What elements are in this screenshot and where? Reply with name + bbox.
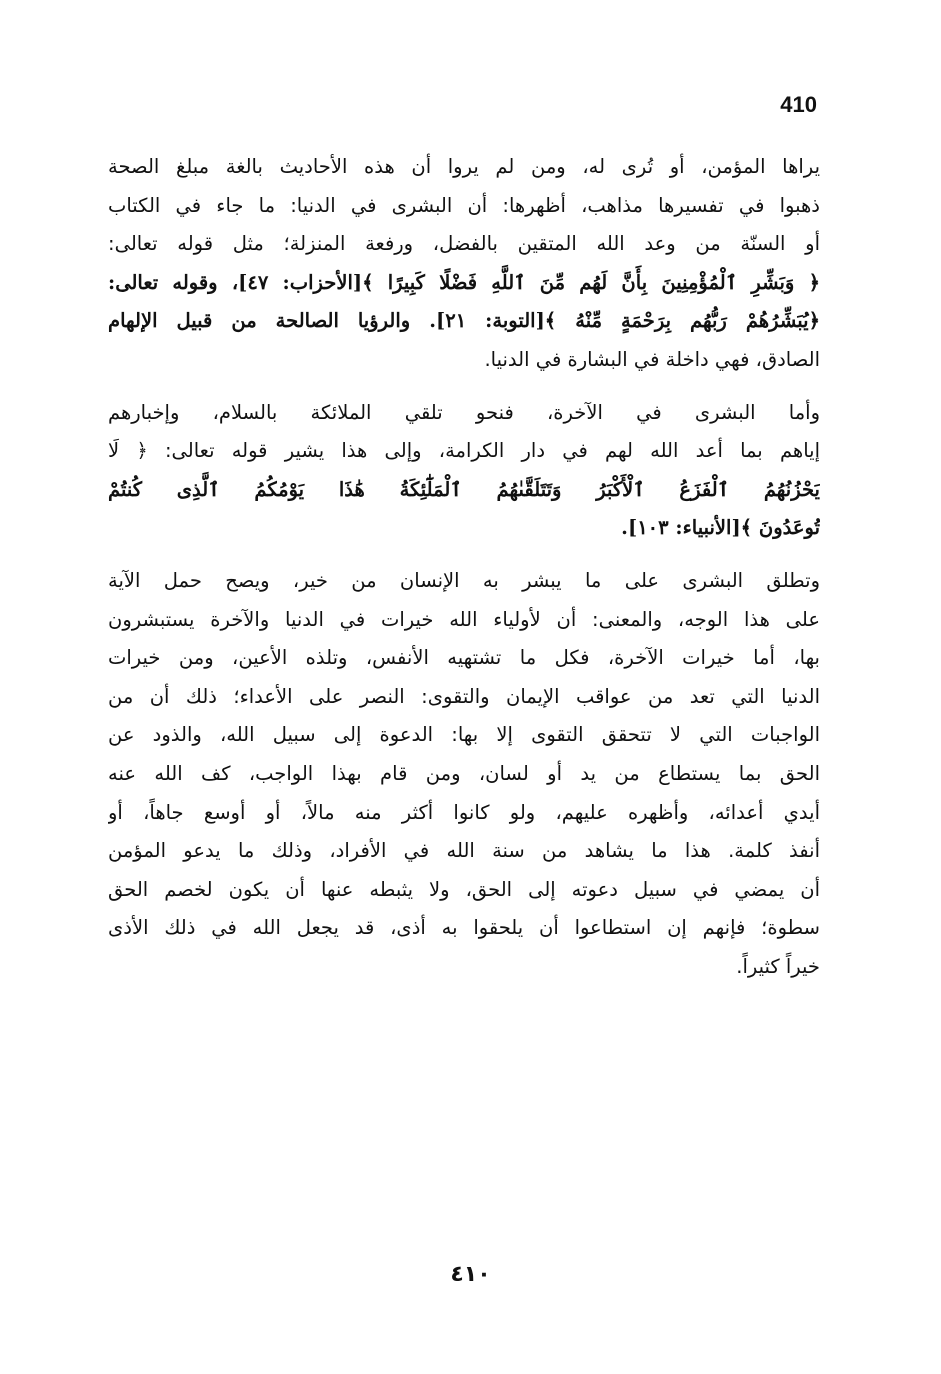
text-line: الصادق، فهي داخلة في البشارة في الدنيا.	[484, 347, 820, 371]
text-line: سطوة؛ فإنهم إن استطاعوا أن يلحقوا به أذى، قد يجعل الله في ذلك الأذى	[108, 916, 820, 940]
paragraph-1	[108, 148, 820, 380]
text-line: أنفذ كلمة. هذا ما يشاهد من سنة الله في الأفراد، وذلك ما يدعو المؤمن	[108, 839, 820, 863]
paragraph-2	[108, 394, 820, 548]
text-line: أن يمضي في سبيل دعوته إلى الحق، ولا يثبطه عنها أن يكون لخصم الحق	[108, 877, 820, 901]
paragraph-3	[108, 562, 820, 987]
text-line: أو السنّة من وعد الله المتقين بالفضل، ورفعة المنزلة؛ مثل قوله تعالى:	[108, 232, 820, 256]
quran-verse-line: تُوعَدُونَ ﴾[الأنبياء: ١٠٣].	[621, 516, 820, 540]
quran-verse-line: يَحْزُنُهُمُ ٱلْفَزَعُ ٱلْأَكْبَرُ وَتَتَلَقَّىٰهُمُ ٱلْمَلَٰٓئِكَةُ هَٰذَا يَوْمُكُمُ ٱلَّذِى كُنتُمْ	[108, 477, 820, 501]
text-line: وأما البشرى في الآخرة، فنحو تلقي الملائكة بالسلام، وإخبارهم	[108, 400, 820, 424]
quran-verse-line: ﴿يُبَشِّرُهُمْ رَبُّهُم بِرَحْمَةٍ مِّنْهُ ﴾[التوبة: ٢١]. والرؤيا الصالحة من قبيل الإلهام	[108, 309, 820, 333]
body-text	[108, 148, 820, 986]
text-line: بها، أما خيرات الآخرة، فكل ما تشتهيه الأنفس، وتلذه الأعين، ومن خيرات	[108, 646, 820, 670]
text-line: أيدي أعدائه، وأظهره عليهم، ولو كانوا أكثر منه مالاً، أو أوسع جاهاً، أو	[108, 800, 820, 824]
text-line: إياهم بما أعد الله لهم في دار الكرامة، وإلى هذا يشير قوله تعالى: ﴿ لَا	[108, 439, 820, 463]
quran-verse-line: ﴿ وَبَشِّرِ ٱلْمُؤْمِنِينَ بِأَنَّ لَهُم مِّنَ ٱللَّهِ فَضْلًا كَبِيرًا ﴾[الأحزاب: ٤٧]، وقوله تعالى:	[108, 270, 820, 294]
text-line: الواجبات التي لا تتحقق التقوى إلا بها: الدعوة إلى سبيل الله، والذود عن	[108, 723, 820, 747]
text-line: خيراً كثيراً.	[736, 954, 820, 978]
page-number-top: 410	[780, 92, 817, 117]
text-line: على هذا الوجه، والمعنى: أن لأولياء الله خيرات في الدنيا والآخرة يستبشرون	[108, 607, 820, 631]
text-line: ذهبوا في تفسيرها مذاهب، أظهرها: أن البشرى في الدنيا: ما جاء في الكتاب	[108, 193, 820, 217]
text-line: الحق بما يستطاع من يد أو لسان، ومن قام بهذا الواجب، كف الله عنه	[108, 761, 820, 785]
text-line: يراها المؤمن، أو تُرى له، ومن لم يروا أن هذه الأحاديث بالغة مبلغ الصحة	[108, 155, 820, 178]
text-line: الدنيا التي تعد من عواقب الإيمان والتقوى: النصر على الأعداء؛ ذلك أن من	[108, 684, 820, 708]
page-number-bottom: ٤١٠	[450, 1262, 491, 1287]
text-line: وتطلق البشرى على ما يبشر به الإنسان من خير، ويصح حمل الآية	[108, 568, 820, 592]
